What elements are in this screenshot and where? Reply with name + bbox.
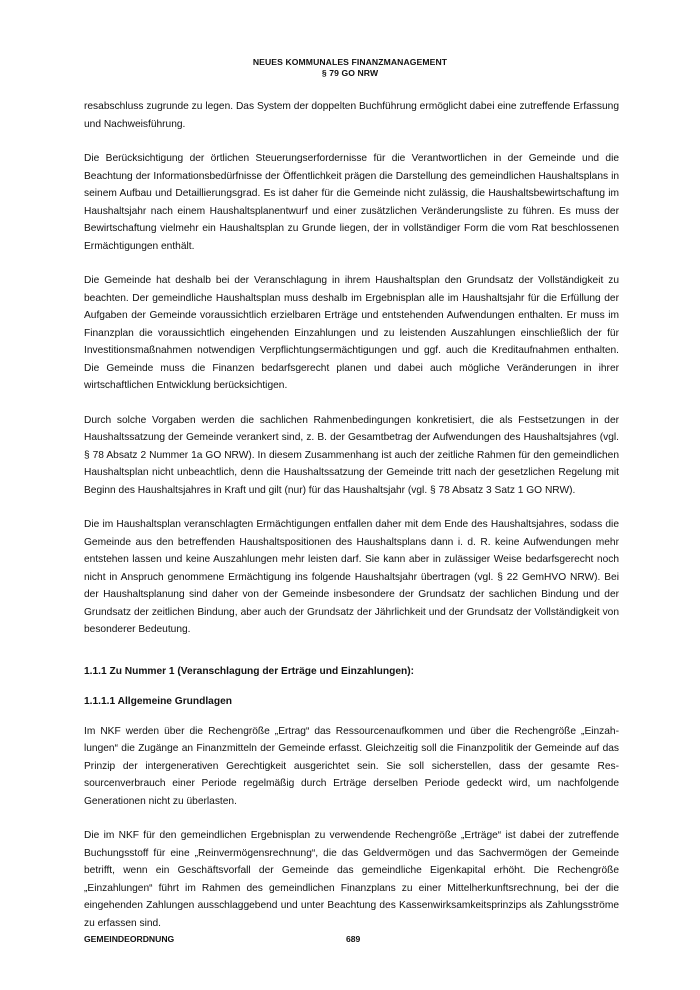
paragraph: Die Berücksichtigung der örtlichen Steuerungserfordernisse für die Verantwortlichen in der Gemeinde und die Beachtung der Informationsbedürfnisse der Öffentlichkeit prägen die Darstellung des gemeindlichen Haushaltsplans in seinem Aufbau und Detaillierungsgrad. Es ist daher für die Gemeinde nicht zulässig, die Haushaltsbewirtschaftung im Haushaltsjahr nach einem Haushaltsplanentwurf und einer zusätzlichen Veränderungsliste zu führen. Es muss der Bewirtschaftung vielmehr ein Haushaltsplan zu Grunde liegen, der in vollständiger Form die vom Rat beschlossenen Ermächtigungen enthält. bbox=[84, 153, 619, 252]
section-heading: 1.1.1 Zu Nummer 1 (Veranschlagung der Erträge und Einzahlungen): bbox=[84, 665, 415, 677]
running-header bbox=[0, 57, 700, 79]
paragraph: Durch solche Vorgaben werden die sachlichen Rahmenbedingungen konkretisiert, die als Festsetzungen in der Haushaltssatzung der Gemeinde verankert sind, z. B. der Gesamtbetrag der Aufwendungen des Haushaltsjahres (vgl. § 78 Absatz 2 Nummer 1a GO NRW). In diesem Zusammenhang ist auch der zeitliche Rahmen für den gemeindlichen Haushaltsplan nicht unbeachtlich, denn die Haushaltssatzung der Gemeinde tritt nach der gesetzlichen Regelung mit Beginn des Haushaltsjahres in Kraft und gilt (nur) für das Haushaltsjahr (vgl. § 78 Absatz 3 Satz 1 GO NRW). bbox=[84, 414, 619, 496]
paragraph: Die im NKF für den gemeindlichen Ergebnisplan zu verwendende Rechengröße „Erträge“ ist dabei der zutreffende Buchungsstoff für eine „Reinvermögensrechnung“, die das Geldvermögen und das Sachvermögen der Gemeinde betrifft, wenn ein Geschäftsvorfall der Gemeinde das gemeindliche Eigenkapital erhöht. Die Rechengröße „Einzahlungen“ führt im Rahmen des gemeindlichen Finanzplans zu einer Mittelherkunftsrechnung, bei der die eingehenden Zahlungen ausschlaggebend und unter Beachtung des Kassenwirksamkeitsprinzips als Zahlungsströme zu erfassen sind. bbox=[84, 830, 619, 929]
header-title: NEUES KOMMUNALES FINANZMANAGEMENT bbox=[252, 57, 448, 67]
page-number: 689 bbox=[346, 934, 361, 944]
paragraph: Die im Haushaltsplan veranschlagten Ermächtigungen entfallen daher mit dem Ende des Haushaltsjahres, sodass die Gemeinde aus den betreffenden Haushaltspositionen des Haushaltsplans dann i. d. R. keine Aufwendungen mehr entstehen lassen und keine Auszahlungen mehr leisten darf. Sie kann aber in zulässiger Weise bedarfsgerecht noch nicht in Anspruch genommene Ermächtigung ins folgende Haushaltsjahr übertragen (vgl. § 22 GemHVO NRW). Bei der Haushaltsplanung sind daher von der Gemeinde insbesondere der Grundsatz der sachlichen Bindung und der Grundsatz der zeitlichen Bindung, aber auch der Grundsatz der Jährlichkeit und der Grundsatz der Vollständigkeit von besonderer Bedeutung. bbox=[84, 519, 619, 635]
body-text bbox=[84, 98, 619, 949]
footer-title: GEMEINDEORDNUNG bbox=[84, 934, 175, 944]
paragraph: resabschluss zugrunde zu legen. Das System der doppelten Buchführung ermöglicht dabei eine zutreffende Erfassung und Nachweisführung. bbox=[84, 101, 619, 130]
paragraph: Im NKF werden über die Rechengröße „Ertrag“ das Ressourcenaufkommen und über die Rechengröße „Einzahlungen“ die Zugänge an Finanzmitteln der Gemeinde erfasst. Gleichzeitig soll die Finanzpolitik der Gemeinde auf das Prinzip der intergenerativen Gerechtigkeit ausgerichtet sein. Sie soll sicherstellen, dass der gesamte Ressourcenverbrauch einer Periode regelmäßig durch Erträge derselben Periode gedeckt wird, um nachfolgende Generationen nicht zu überlasten. bbox=[84, 725, 619, 807]
header-section: § 79 GO NRW bbox=[321, 68, 379, 78]
paragraph: Die Gemeinde hat deshalb bei der Veranschlagung in ihrem Haushaltsplan den Grundsatz der Vollständigkeit zu beachten. Der gemeindliche Haushaltsplan muss deshalb im Ergebnisplan alle im Haushaltsjahr für die Erfüllung der Aufgaben der Gemeinde voraussichtlich erzielbaren Erträge und entstehenden Aufwendungen enthalten. Er muss im Finanzplan die voraussichtlich eingehenden Einzahlungen und zu leistenden Auszahlungen einschließlich der für Investitionsmaßnahmen notwendigen Verpflichtungsermächtigungen und ggf. auch die Kreditaufnahmen enthalten. Die Gemeinde muss die Finanzen bedarfsgerecht planen und dabei auch mögliche Veränderungen in ihrer wirtschaftlichen Entwicklung berücksichtigen. bbox=[84, 275, 619, 391]
subsection-heading: 1.1.1.1 Allgemeine Grundlagen bbox=[84, 696, 232, 707]
